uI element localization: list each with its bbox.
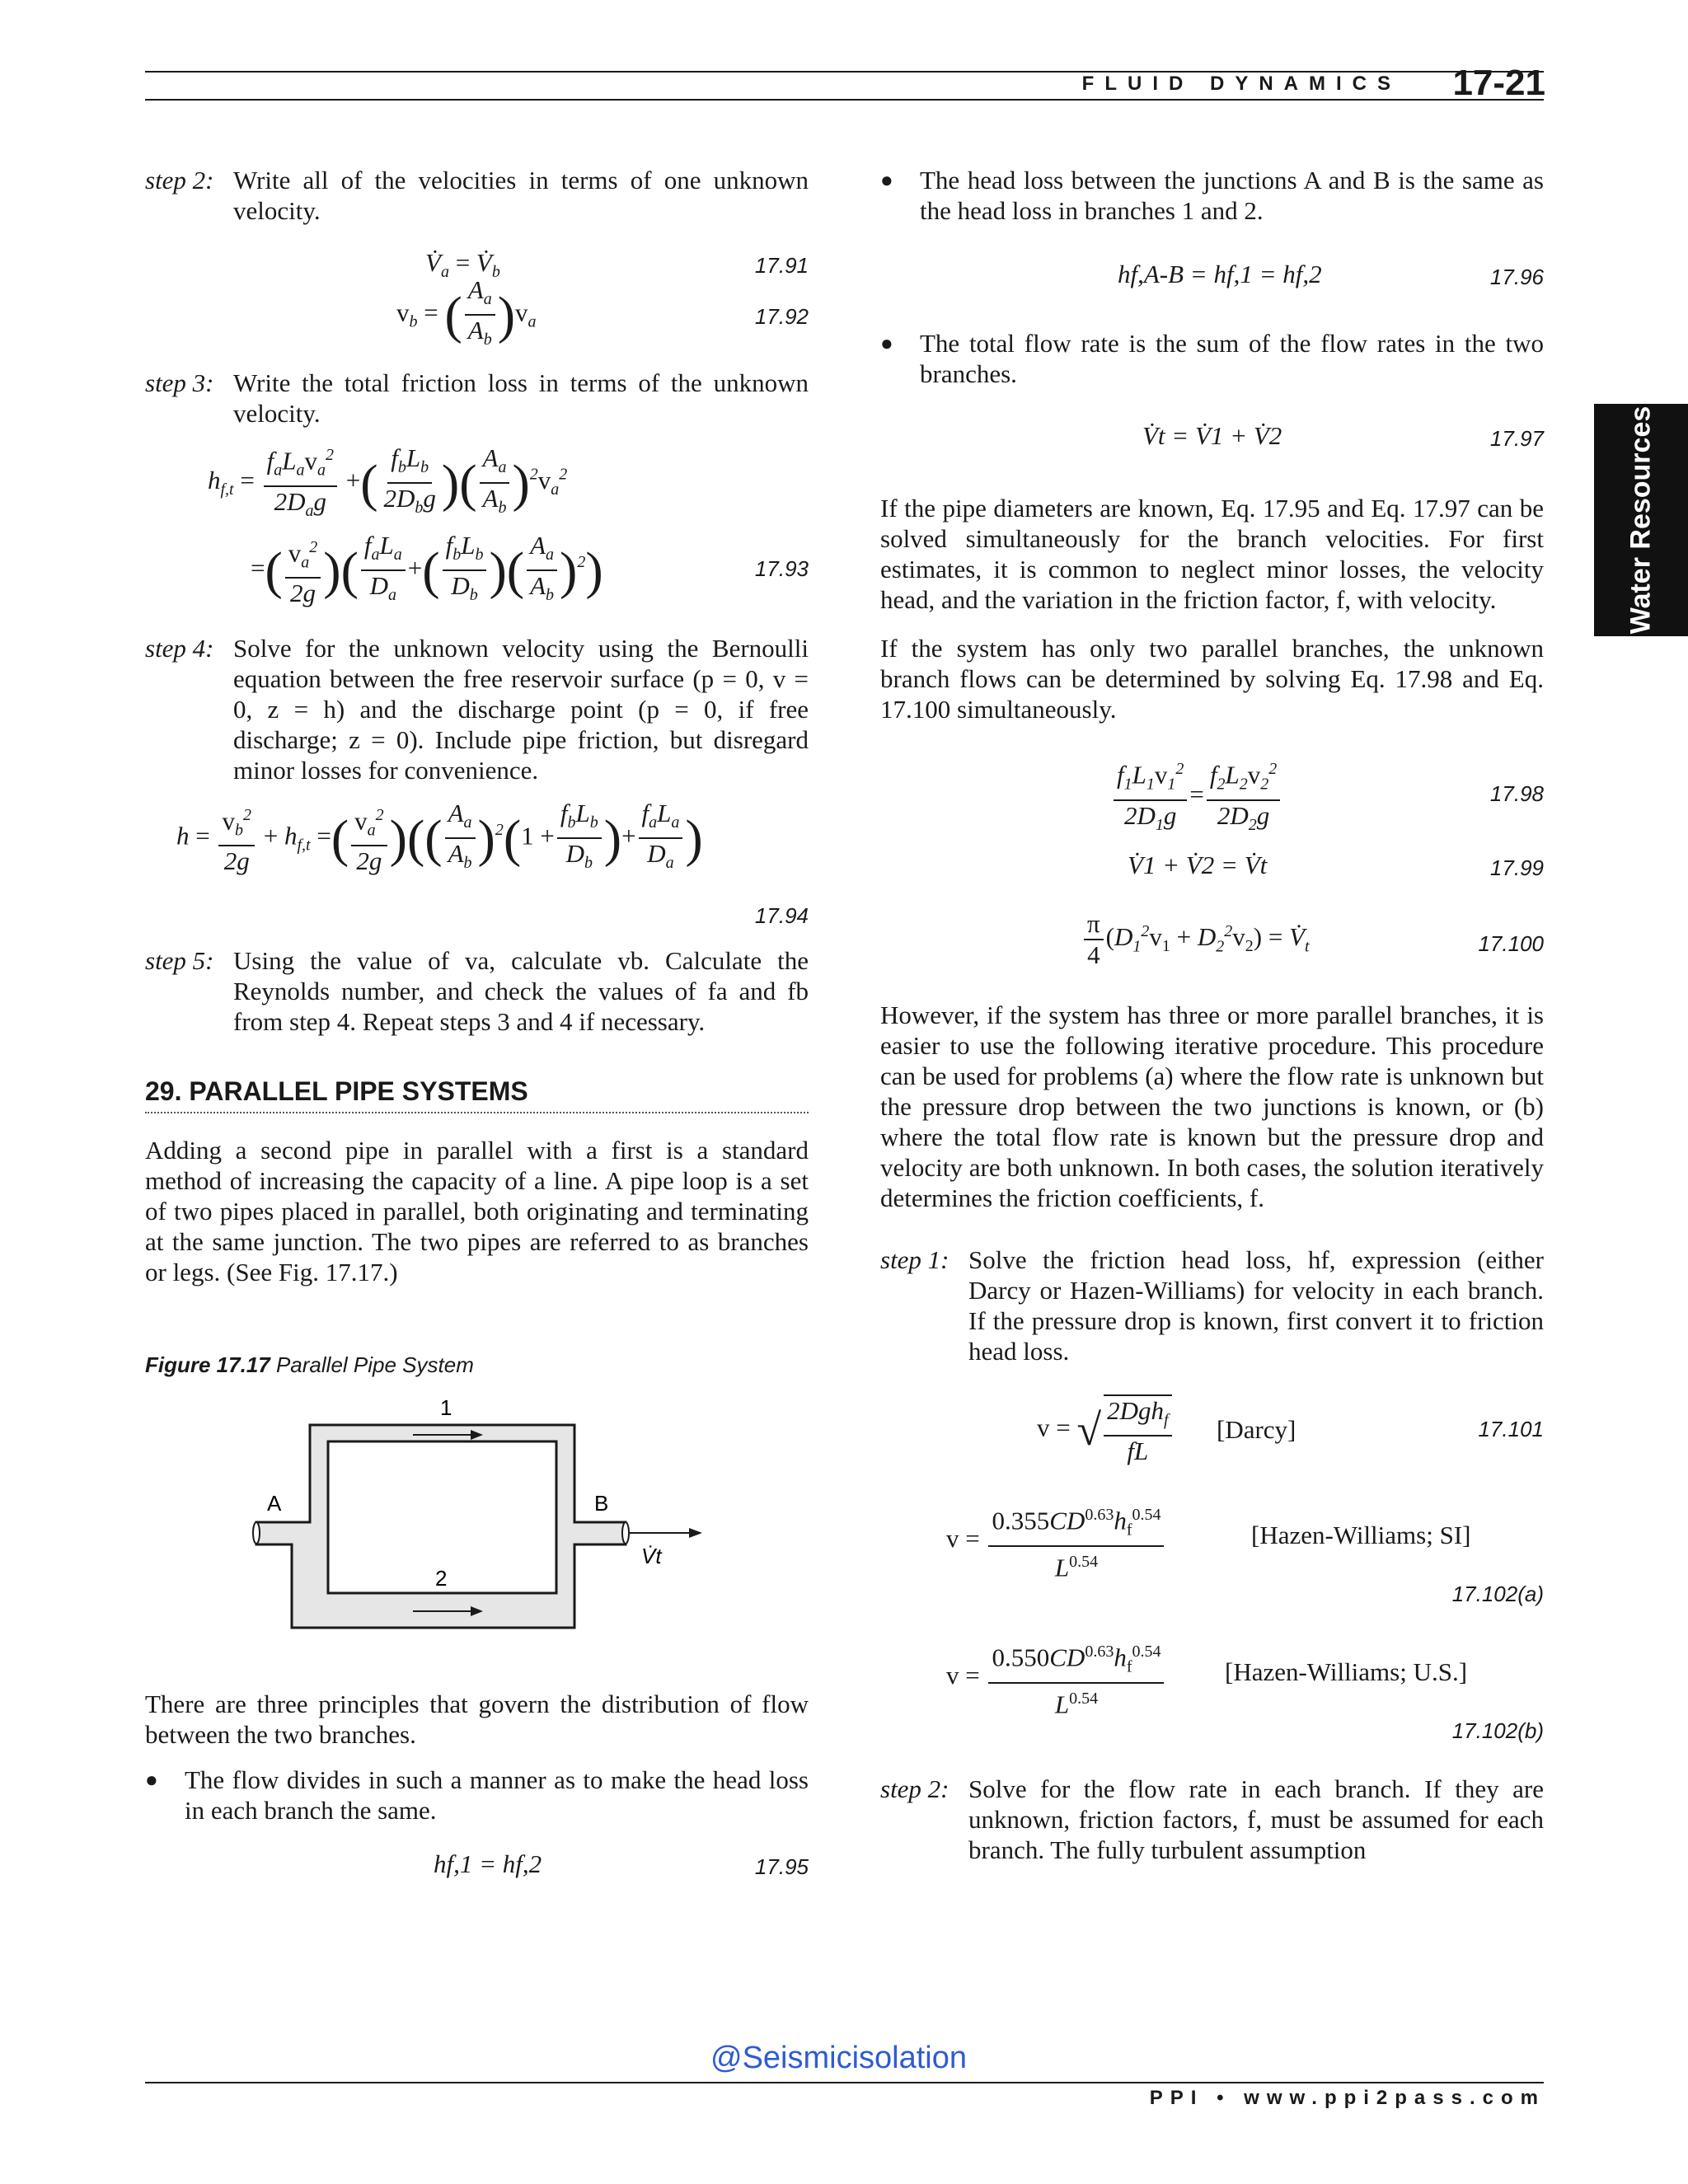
step-2-left [145, 165, 809, 226]
equation-17-91: $V̇_a$ = $V̇_b$ 17.91 [425, 248, 809, 282]
side-tab [1594, 404, 1688, 636]
formula: v = √ $\frac{2Dgh_f}{fL}$ [1037, 1394, 1175, 1466]
bullet-text: The total flow rate is the sum of the flow rates in the two branches. [920, 329, 1544, 388]
eq-symbol: A [467, 275, 484, 304]
footer-rule [145, 2082, 1544, 2083]
step-label: step 5: [145, 946, 214, 975]
bullet-item [880, 165, 1544, 226]
equation-17-93 [145, 440, 809, 621]
figure-label: Figure 17.17 [145, 1352, 270, 1377]
formula-line-2: =( $\frac{v_a^2}{2g}$ )( $\frac{f_aL_a}{D_a}$ +( $\frac{f_bL_b}{D_b}$ )( $\frac{A_a}{A_b}$ )$^2$) [251, 531, 603, 608]
eq-symbol: v [396, 298, 410, 327]
step-text: Using the value of va, calculate vb. Calculate the Reynolds number, and check the values of fa and fb from step 4. Repeat steps 3 and 4 if necessary. [233, 946, 809, 1036]
equation-17-101 [880, 1394, 1544, 1477]
formula: hf,A-B = hf,1 = hf,2 [1118, 260, 1322, 288]
equation-number: 17.94 [754, 903, 809, 928]
eq-symbol: v [515, 298, 528, 327]
step-label: step 4: [145, 634, 214, 663]
coefficient: 0.355 [992, 1506, 1050, 1535]
bullet-dot: ● [880, 168, 893, 192]
equation-note: [Hazen-Williams; SI] [1251, 1521, 1471, 1549]
eq-sub: b [483, 330, 492, 349]
step-label: step 3: [145, 368, 214, 397]
formula: V̇t = V̇1 + V̇2 [1142, 421, 1282, 450]
step-2-right [880, 1774, 1544, 1865]
equation-number: 17.91 [754, 253, 809, 278]
step-3 [145, 368, 809, 429]
formula: hf,1 = hf,2 [434, 1849, 542, 1878]
equation-note: [Hazen-Williams; U.S.] [1225, 1657, 1468, 1686]
running-title: FLUID DYNAMICS [1081, 73, 1401, 95]
left-column [145, 165, 809, 1883]
formula: v = $\frac{0.550CD^{0.63}h_f^{0.54}}{L^{0.54}}$ [946, 1637, 1166, 1719]
section-heading: 29. PARALLEL PIPE SYSTEMS [145, 1076, 809, 1113]
step-5 [145, 945, 809, 1037]
step-text: Solve the friction head loss, hf, expression (either Darcy or Hazen-Williams) for velocity in each branch. If the pressure drop is known, first convert it to friction head loss. [968, 1245, 1544, 1366]
equation-number: 17.93 [754, 556, 809, 581]
junction-a-label: A [267, 1491, 282, 1516]
step-1 [880, 1244, 1544, 1366]
equation-17-102b [880, 1637, 1544, 1742]
step-label: step 2: [145, 166, 214, 194]
figure-caption [145, 1350, 809, 1380]
equation-17-95 [145, 1849, 809, 1883]
bullet-item [880, 328, 1544, 389]
flow-rate-label: V̇t [641, 1544, 662, 1568]
equation-number: 17.95 [754, 1854, 809, 1879]
figure-title: Parallel Pipe System [275, 1352, 474, 1377]
parallel-pipe-figure [145, 1392, 809, 1631]
junction-b-label: B [594, 1491, 609, 1516]
equation-number: 17.102(a) [1451, 1582, 1544, 1606]
step-text: Solve for the flow rate in each branch. If they are unknown, friction factors, f, must be assumed for each branch. The fully turbulent assumption [968, 1774, 1544, 1864]
header-rule-bottom [145, 99, 1544, 101]
equation-17-100 [880, 909, 1544, 975]
equation-number: 17.97 [1489, 426, 1544, 451]
equation-number: 17.96 [1489, 265, 1544, 289]
eq-symbol: V̇ [425, 248, 441, 277]
equation-number: 17.92 [754, 304, 809, 329]
step-4 [145, 633, 809, 785]
right-column [880, 165, 1544, 1865]
paragraph: If the pipe diameters are known, Eq. 17.95 and Eq. 17.97 can be solved simultaneously for the branch velocities. For first estimates, it is common to neglect minor losses, the velocity head, and the variation in the friction factor, f, with velocity. [880, 494, 1544, 614]
equation-17-94 [145, 799, 809, 930]
bullet-text: The head loss between the junctions A and B is the same as the head loss in branches 1 and 2. [920, 166, 1544, 225]
equation-number: 17.98 [1489, 781, 1544, 806]
watermark: @Seismicisolation [710, 2041, 968, 2075]
branch-1-label: 1 [440, 1395, 452, 1420]
paragraph: Adding a second pipe in parallel with a first is a standard method of increasing the capacity of a line. A pipe loop is a set of two pipes placed in parallel, both originating and terminating at the same junction. The two pipes are referred to as branches or legs. (See Fig. 17.17.) [145, 1136, 809, 1286]
bullet-text: The flow divides in such a manner as to make the head loss in each branch the same. [185, 1765, 809, 1825]
paragraph: However, if the system has three or more parallel branches, it is easier to use the following iterative procedure. This procedure can be used for problems (a) where the flow rate is unknown but the pressure drop between the two junctions is known, or (b) where the total flow rate is known but the pressure drop and velocity are both unknown. In both cases, the solution iteratively determines the friction coefficients, f. [880, 1001, 1544, 1212]
branch-2-label: 2 [435, 1566, 448, 1591]
equation-17-99 [880, 850, 1544, 884]
equation-17-98 [880, 754, 1544, 834]
eq-sub: a [440, 263, 449, 282]
eq-symbol: V̇ [476, 248, 492, 277]
eq-symbol: A [467, 316, 484, 345]
equation-17-102a [880, 1500, 1544, 1605]
eq-sub: a [528, 312, 537, 331]
footer-url: PPI • www.ppi2pass.com [1149, 2087, 1545, 2109]
formula-line-1: $h_{f,t}$ = $\frac{f_aL_av_a^2}{2D_ag}$ +( $\frac{f_bL_b}{2D_bg}$ )( $\frac{A_a}{A_b}$ )$^2v_a^2$ [208, 440, 567, 526]
paragraph: If the system has only two parallel branches, the unknown branch flows can be determined by solving Eq. 17.98 and Eq. 17.100 simultaneously. [880, 634, 1544, 724]
equation-number: 17.101 [1478, 1417, 1544, 1441]
step-text: Solve for the unknown velocity using the Bernoulli equation between the free reservoir surface (p = 0, v = 0, z = h) and the discharge point (p = 0, if free discharge; z = 0). Include pipe friction, but disregard minor losses for convenience. [233, 634, 809, 785]
paragraph: There are three principles that govern the distribution of flow between the two branches. [145, 1690, 809, 1749]
eq-sub: b [491, 263, 500, 282]
side-tab-label: Water Resources [1625, 405, 1657, 635]
step-label: step 2: [880, 1774, 950, 1803]
equation-number: 17.102(b) [1451, 1718, 1544, 1743]
bullet-dot: ● [880, 331, 893, 355]
step-text: Write all of the velocities in terms of one unknown velocity. [233, 166, 809, 225]
equation-number: 17.100 [1478, 931, 1544, 956]
equation-17-96 [880, 259, 1544, 293]
formula: V̇1 + V̇2 = V̇t [1128, 851, 1268, 879]
step-text: Write the total friction loss in terms of the unknown velocity. [233, 368, 809, 428]
formula: $\frac{f_1L_1v_1^2}{2D_1g}$ = $\frac{f_2L_2v_2^2}{2D_2g}$ [1111, 754, 1282, 840]
page-number: 17-21 [1452, 63, 1545, 103]
bullet-dot: ● [145, 1768, 158, 1792]
step-label: step 1: [880, 1245, 950, 1274]
eq-sub: b [409, 312, 418, 331]
equation-17-97 [880, 420, 1544, 455]
coefficient: 0.550 [992, 1643, 1050, 1672]
equation-number: 17.99 [1489, 855, 1544, 880]
formula-line: h = $\frac{v_b^2}{2g}$ + $h_{f,t}$ =( $\frac{v_a^2}{2g}$ )(( $\frac{A_a}{A_b}$ )$^2$(1 + $\frac{f_bL_b}{D_b}$ )+ $\frac{f_aL_a}{D_a}$ ) [176, 799, 703, 876]
equation-17-92: $v_b$ = ( $\frac{A_a}{A_b}$ )$v_a$ 17.92 [396, 275, 809, 349]
eq-sub: a [483, 290, 492, 309]
bullet-item [145, 1765, 809, 1825]
formula: v = $\frac{0.355CD^{0.63}h_f^{0.54}}{L^{0.54}}$ [946, 1500, 1166, 1582]
equation-note: [Darcy] [1217, 1415, 1296, 1444]
formula: $\frac{\pi}{4}$ $(D_1^2v_1 + D_2^2v_2)$ = $V̇_t$ [1081, 909, 1310, 970]
